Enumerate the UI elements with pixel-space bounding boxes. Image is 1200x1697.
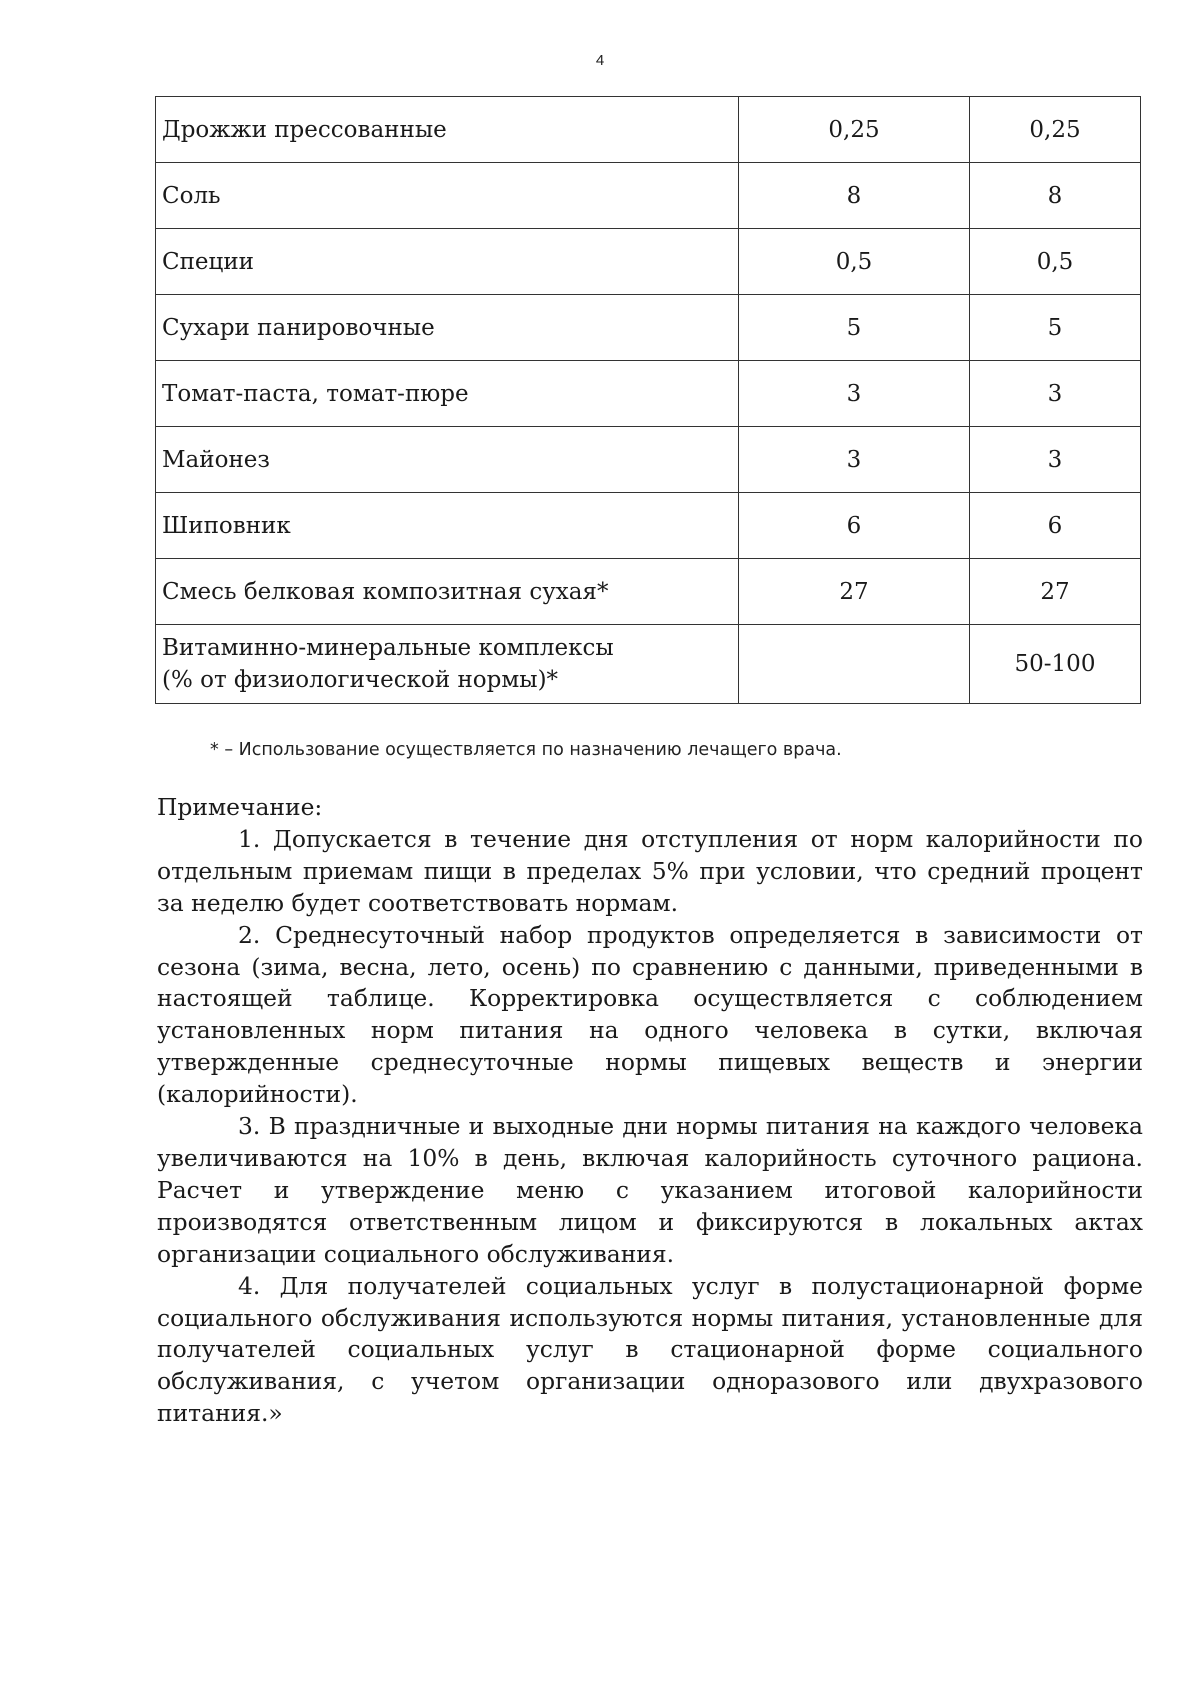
product-name-line: Майонез (162, 446, 270, 473)
norm-value-cell-1: 8 (739, 163, 970, 229)
product-name-cell (156, 97, 739, 163)
note-item-4: 4. Для получателей социальных услуг в полустационарной форме социального обслуживания используются нормы питания, установленные для получателей социальных услуг в стационарной форме социального обслуживания, с учетом организации одноразового или двухразового питания.» (157, 1271, 1143, 1428)
note-section (157, 792, 1143, 1430)
table-row (156, 229, 1141, 295)
note-item-2: 2. Среднесуточный набор продуктов определяется в зависимости от сезона (зима, весна, лето, осень) по сравнению с данными, приведенными в настоящей таблице. Корректировка осуществляется с соблюдением установленных норм питания на одного человека в сутки, включая утвержденные среднесуточные нормы пищевых веществ и энергии (калорийности). (157, 920, 1143, 1109)
product-name-line: Томат-паста, томат-пюре (162, 380, 469, 407)
norm-value-cell-1: 6 (739, 493, 970, 559)
product-name-cell (156, 427, 739, 493)
product-name-cell (156, 295, 739, 361)
table-row (156, 427, 1141, 493)
product-name-cell (156, 229, 739, 295)
norm-value-cell-1: 0,25 (739, 97, 970, 163)
product-name-line: Дрожжи прессованные (162, 116, 447, 143)
norm-value-cell-2: 0,25 (970, 97, 1141, 163)
table-row (156, 625, 1141, 704)
table-row (156, 295, 1141, 361)
product-name-line: (% от физиологической нормы)* (162, 667, 559, 693)
product-name-line: Смесь белковая композитная сухая* (162, 578, 609, 605)
norm-value-cell-2: 3 (970, 427, 1141, 493)
product-name-line: Специи (162, 248, 254, 275)
norm-value-cell-1 (739, 625, 970, 704)
norm-value-cell-1: 27 (739, 559, 970, 625)
food-norms-table (155, 96, 1141, 704)
product-name-cell (156, 559, 739, 625)
product-name-line: Шиповник (162, 512, 291, 539)
table-row (156, 559, 1141, 625)
product-name-line: Витаминно-минеральные комплексы (162, 635, 614, 661)
norm-value-cell-2: 3 (970, 361, 1141, 427)
table-row (156, 163, 1141, 229)
table-row (156, 97, 1141, 163)
norm-value-cell-1: 3 (739, 427, 970, 493)
norm-value-cell-2: 6 (970, 493, 1141, 559)
table-row (156, 361, 1141, 427)
norm-value-cell-2: 27 (970, 559, 1141, 625)
norm-value-cell-2: 8 (970, 163, 1141, 229)
product-name-cell (156, 163, 739, 229)
page-number: 4 (595, 52, 605, 69)
product-name-cell (156, 361, 739, 427)
norm-value-cell-2: 0,5 (970, 229, 1141, 295)
product-name-line: Соль (162, 182, 221, 209)
norm-value-cell-1: 5 (739, 295, 970, 361)
norm-value-cell-1: 0,5 (739, 229, 970, 295)
norm-value-cell-2: 5 (970, 295, 1141, 361)
norm-value-cell-1: 3 (739, 361, 970, 427)
note-item-3: 3. В праздничные и выходные дни нормы питания на каждого человека увеличиваются на 10% в день, включая калорийность суточного рациона. Расчет и утверждение меню с указанием итоговой калорийности производятся ответственным лицом и фиксируются в локальных актах организации социального обслуживания. (157, 1112, 1143, 1268)
norm-value-cell-2: 50-100 (970, 625, 1141, 704)
product-name-line: Сухари панировочные (162, 314, 435, 341)
note-title: Примечание: (157, 793, 323, 821)
note-item-1: 1. Допускается в течение дня отступления от норм калорийности по отдельным приемам пищи в пределах 5% при условии, что средний процент за неделю будет соответствовать нормам. (157, 824, 1143, 917)
footnote: * – Использование осуществляется по назначению лечащего врача. (210, 740, 842, 760)
table-body (156, 97, 1141, 704)
product-name-cell (156, 493, 739, 559)
table-row (156, 493, 1141, 559)
product-name-cell (156, 625, 739, 704)
